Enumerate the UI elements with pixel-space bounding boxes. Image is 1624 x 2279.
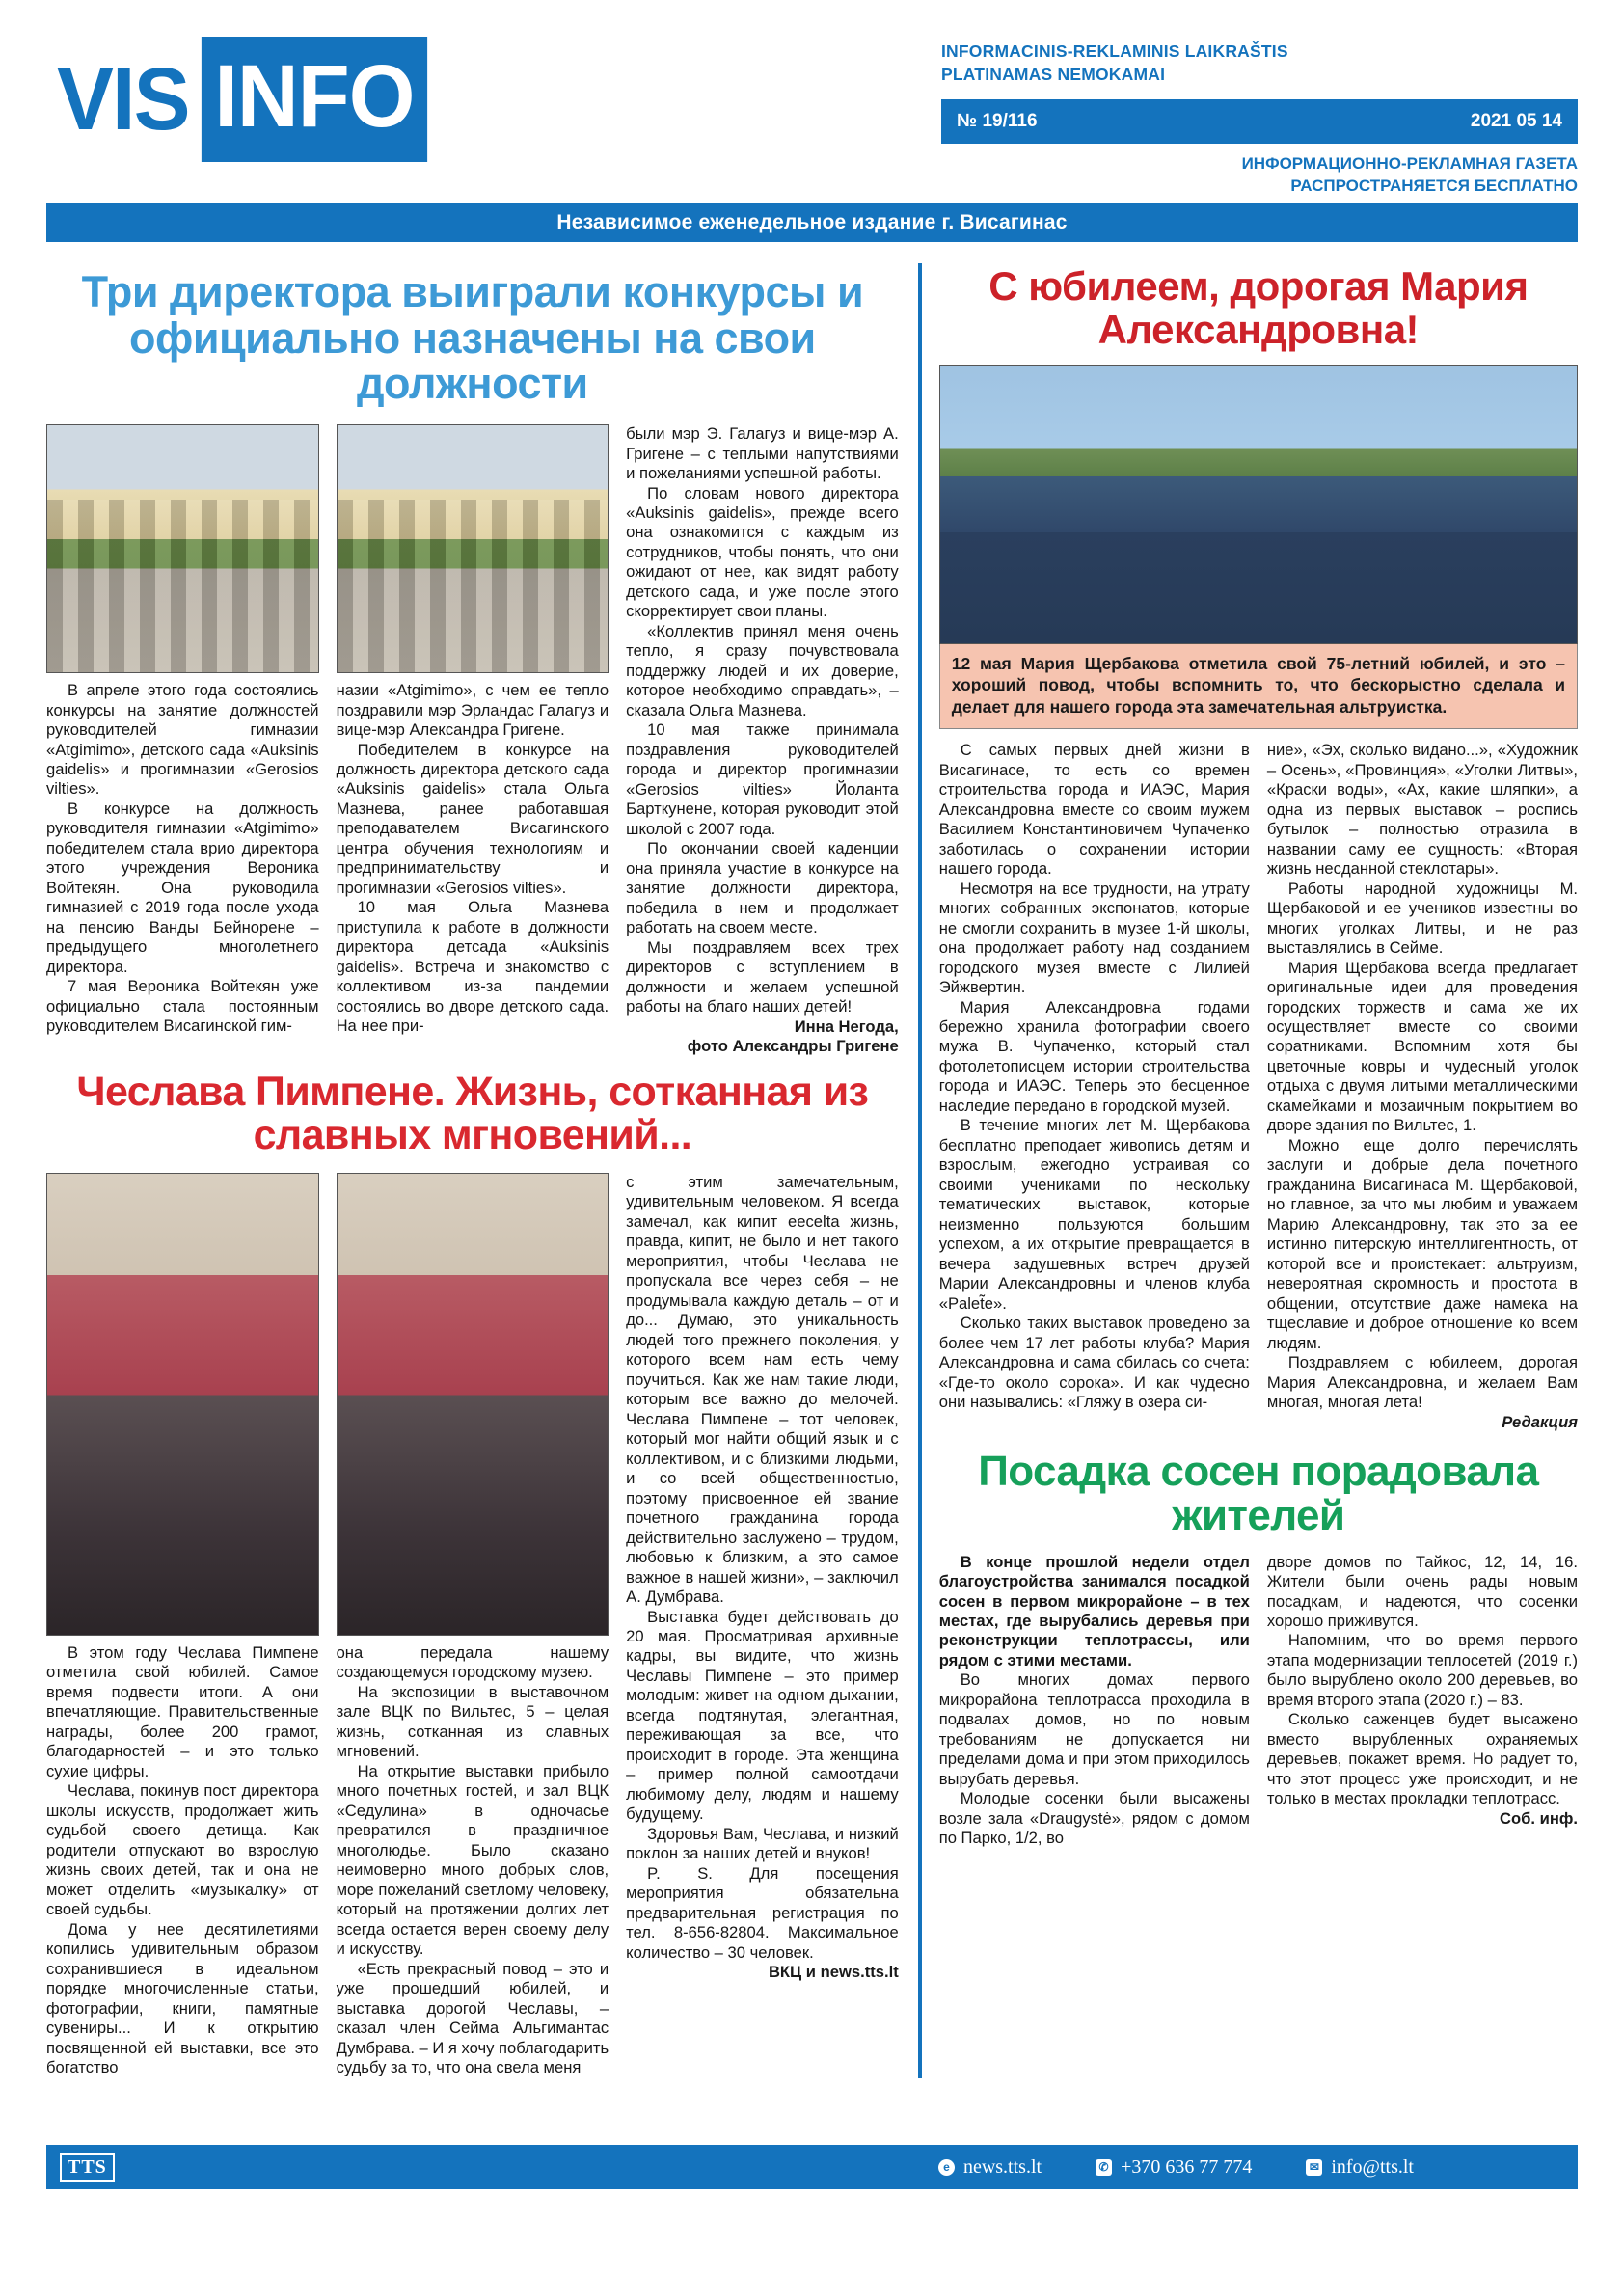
right-column [939,263,1578,2078]
article1-col1 [46,424,319,1057]
article2-photo-wrap [46,1173,319,1636]
paragraph: она передала нашему создающемуся городскому музею. [336,1642,609,1682]
paragraph: Можно еще долго перечислять заслуги и добрые дела почетного гражданина Висагинаса М. Щербаковой, но главное, за что мы любим и уважаем Марию Александровну, так это за ее истинно питерскую интеллигентность, от которой все и проистекает: альтруизм, невероятная скромность и простота в общении, отсутствие даже намека на тщеславие и доброе отношение ко всем людям. [1266,1135,1578,1352]
paragraph: В конце прошлой недели отдел благоустройства занимался посадкой сосен в первом микрорайоне – в тех местах, где вырубались деревья при реконструкции теплотрассы, или рядом с этими местами. [938,1552,1250,1669]
paragraph: На экспозиции в выставочном зале ВЦК по Вильтес, 5 – целая жизнь, сотканная из славных мгновений. [336,1682,609,1761]
article3-body [939,741,1578,1432]
article1-byline: Инна Негода, [794,1017,899,1036]
paragraph: Сколько саженцев будет высажено вместо вырубленных охраняемых деревьев, покажет время. Но радует то, что этот процесс уже происходит, и не только в местах прокладки теплотрасс. [1266,1710,1578,1808]
article2-col2 [337,1173,609,2078]
paragraph: были мэр Э. Галагуз и вице-мэр А. Григене – с теплыми напутствиями и пожеланиями успешной работы. [626,424,899,483]
paragraph: В конкурсе на должность руководителя гимназии «Atgimimo» победителем стала врио директора этого учреждения Вероника Войтекян. Она руководила гимназией с 2019 года после ухода на пенсию Ванды Бейноренe – предыдущего многолетнего директора. [46,799,319,976]
publication-subtitle-bar [46,203,1578,242]
paragraph: Сколько таких выставок проведено за более чем 17 лет работы клуба? Мария Александровна и сама сбилась со счета: «Где-то около сорока». И как чудесно они назывались: «Гляжу в озера си- [938,1314,1250,1412]
article1-col2 [337,424,609,1057]
paragraph: «Коллектив принял меня очень тепло, я сразу почувствовала поддержку людей и их доверие, которое необходимо оправдать», – сказала Ольга Мазнева. [626,621,899,719]
paragraph: Чеслава, покинув пост директора школы искусств, продолжает жить судьбой своего детища. Как родители отпускают во взрослую жизнь своих детей, так и она не может отделить «музыкалку» от своей судьбы. [46,1781,319,1919]
issue-date: 2021 05 14 [1470,111,1562,132]
paragraph: По окончании своей каденции она приняла участие в конкурсе на занятие должности директора, победила в нем и продолжает работать на своем месте. [626,839,899,937]
paragraph: «Есть прекрасный повод – это и уже прошедший юбилей, и выставка дорогой Чеславы, – сказал член Сейма Альгимантас Думбрава. – И я хочу поблагодарить судьбу за то, что она свела меня [336,1959,609,2077]
paragraph: 10 мая Ольга Мазнева приступила к работе в должности директора детсада «Auksinis gaidelis». Встреча и знакомство с коллективом из-за пандемии состоялись во дворе детского сада. На нее при- [336,898,609,1036]
article3-headline: С юбилеем, дорогая Мария Александровна! [988,263,1529,352]
article3-col2 [1267,741,1578,1432]
paragraph: С самых первых дней жизни в Висагинасе, то есть со времен строительства города и ИАЭС, Мария Александровна вместе со своим мужем Василием Константиновичем Чупаченко заботилась о сохранении истории нашего города. [938,741,1250,879]
paragraph: 7 мая Вероника Войтекян уже официально стала постоянным руководителем Висагинской гим- [46,977,319,1036]
article1-col3 [626,424,899,1057]
paragraph: Работы народной художницы М. Щербаковой и ее учеников известны во многих уголках Литвы, и не раз выставлялись в Сейме. [1266,879,1578,958]
article3-col1 [939,741,1250,1432]
lt-tagline-1: INFORMACINIS-REKLAMINIS LAIKRAŠTIS [941,41,1288,61]
paragraph: Выставка будет действовать до 20 мая. Просматривая архивные кадры, вы видите, что жизнь Чеславы Пимпене – это пример молодым: живет на одном дыхании, всегда подтянутая, элегантная, переживающая за все, что происходит в городе. Эта женщина – пример полной самоотдачи любимому делу, людям и нашему будущему. [626,1607,899,1824]
paragraph: В этом году Чеслава Пимпене отметила свой юбилей. Самое время подвести итоги. А они впечатляющие. Правительственные награды, более 200 грамот, благодарностей – и это только сухие цифры. [46,1642,319,1780]
article4-col1 [939,1553,1250,1849]
article1-photo [46,424,319,673]
footer-phone-label: +370 636 77 774 [1121,2156,1253,2178]
article2-photo2-wrap [337,1173,609,1636]
article4-headline: Посадка сосен порадовала жителей [978,1448,1539,1540]
article3-caption: 12 мая Мария Щербакова отметила свой 75-летний юбилей, и это – хороший повод, чтобы вспомнить то, что бескорыстно сделала и делает для нашего города эта замечательная альтруистка. [939,644,1578,729]
article1-photo-2 [337,424,609,673]
photo-crowd-texture [338,500,609,672]
lt-tagline-2: PLATINAMAS NEMOKAMAI [941,64,1166,84]
article1-headline: Три директора выиграли конкурсы и официально назначены на свои должности [81,267,864,409]
paragraph: Во многих домах первого микрорайона теплотраcса проходила в подвалах домов, но по новым требованиям не допускается ни пределами дома и при этом приходилось вырубать деревья. [938,1670,1250,1788]
logo-text-info: INFO [202,37,427,162]
article4-body [939,1553,1578,1849]
tts-logo[interactable]: TTS [60,2153,115,2182]
footer-email[interactable] [1306,2157,1414,2179]
article1-body [46,424,899,1057]
masthead-info [941,37,1578,198]
left-column [46,263,918,2078]
article4-col2 [1267,1553,1578,1849]
issue-bar [941,99,1578,144]
article1-photo2-wrap [337,424,609,673]
photo-crowd-texture [47,500,318,672]
paragraph: Мария Александровна годами бережно хранила фотографии своего мужа В. Чупаченко, который стал фотолетописцем истории строительства города и ИАЭС. Теперь это бесценное наследие передано в городской музей. [938,997,1250,1115]
footer-website[interactable] [938,2157,1042,2179]
ru-tagline-1: ИНФОРМАЦИОННО-РЕКЛАМНАЯ ГАЗЕТА [1241,154,1578,174]
paragraph: В апреле этого года состоялись конкурсы на занятие должностей руководителей гимназии «Atgimimo», детского сада «Auksinis gaidelis» и прогимназии «Gerosios vilties». [46,681,319,799]
article2-col1 [46,1173,319,2078]
paragraph: Дома у нее десятилетиями копились удивительным образом сохранившиеся в идеальном порядке многочисленные статьи, фотографии, книги, памятные сувениры... И к открытию посвященной ей выставки, все это богатство [46,1919,319,2077]
logo-text-vis: VIS [56,50,189,149]
article2-headline: Чеслава Пимпене. Жизнь, сотканная из славных мгновений... [76,1068,869,1158]
main-content [46,263,1578,2078]
paragraph: ние», «Эх, сколько видано...», «Художник – Осень», «Провинция», «Уголки Литвы», «Краски воды», «Ах, какие шляпки», а одна из первых выставок – роспись бутылок – полностью отразила в названии саму ее сущность: «Вторая жизнь несданной стеклотары». [1266,741,1578,879]
article2-col3 [626,1173,899,2078]
paragraph: дворе домов по Тайкос, 12, 14, 16. Жители были очень рады новым посадкам, и надеются, что сосенки хорошо приживутся. [1266,1552,1578,1630]
article2-photo-2 [337,1173,609,1636]
article2-body [46,1173,899,2078]
paragraph: назии «Atgimimo», с чем ее тепло поздравили мэр Эрландас Галагуз и вице-мэр Александра Григене. [336,681,609,740]
paragraph: с этим замечательным, удивительным человеком. Я всегда замечал, как кипит ееceltа жизнь, правда, кипит, не было и нет такого мероприятия, чтобы Чеслава не пропускала все через себя – не продумывала каждую деталь – от и до... Думаю, это уникальность людей того прежнего поколения, у которого всем нам есть чему поучиться. Как же нам такие люди, которым все важно до мелочей. Чеслава Пимпене – тот человек, который мог найти общий язык и с коллективом, и с близкими людьми, и со всей общественностью, поэтому присвоенное ей звание почетного гражданина города действительно заслужено – трудом, любовью к близким, а это самое важное в нашей жизни», – заключил А. Думбрава. [626,1172,899,1607]
publication-logo[interactable] [54,37,432,162]
paragraph: Несмотря на все трудности, на утрату многих собранных экспонатов, которые не смогли сохранить в музее 1-й школы, она продолжает работу над созданием городского музея вместе с Лилией Эйжвертин. [938,879,1250,997]
article2-photo [46,1173,319,1636]
paragraph: На открытие выставки прибыло много почетных гостей, и зал ВЦК «Седулина» в одночасье превратился в праздничное многолюдье. Было сказано неимоверно много добрых слов, море пожеланий светлому человеку, который на протяжении долгих лет всегда остается верен своему делу и искусству. [336,1761,609,1959]
article1-photo-wrap [46,424,319,673]
footer-phone[interactable] [1096,2157,1252,2179]
paragraph: Победителем в конкурсе на должность директора детского сада «Auksinis gaidelis» стала Ольга Мазнева, ранее работавшая преподавателем Висагинского центра обучения технологиям и предпринимательству и прогимназии «Gerosios vilties». [336,740,609,897]
phone-icon: ✆ [1096,2159,1112,2176]
footer-contacts [938,2157,1578,2179]
paragraph: В течение многих лет М. Щербакова бесплатно преподает живопись детям и взрослым, ежегодно устраивая со своими учениками по нескольку тематических выставок, которые неизменно пользуются большим успехом, а их открытие превращается в вечера задушевных встреч друзей Марии Александровны и членов клуба «Palet̃e». [938,1116,1250,1313]
article3-photo [939,365,1578,644]
column-divider [918,263,922,2078]
page-footer [46,2145,1578,2189]
paragraph: 10 мая также принимала поздравления руководителей города и директор прогимназии «Gerosios vilties» Йоланта Барткунене, которая руководит этой школой с 2007 года. [626,720,899,838]
footer-website-label: news.tts.lt [962,2156,1042,2178]
paragraph: P. S. Для посещения мероприятия обязательна предварительная регистрация по тел. 8-656-82804. Максимальное количество – 30 человек. [626,1863,899,1962]
footer-email-label: info@tts.lt [1331,2156,1414,2178]
masthead [46,0,1578,196]
article1-photo-credit: фото Александры Григене [687,1037,899,1056]
paragraph: Напомним, что во время первого этапа модернизации теплосетей (2019 г.) было вырублено около 200 деревьев, во время второго этапа (2020 г.) – 83. [1266,1631,1578,1709]
paragraph: Здоровья Вам, Чеслава, и низкий поклон за наших детей и внуков! [626,1824,899,1863]
publication-subtitle: Независимое еженедельное издание г. Висагинас [556,211,1068,233]
paragraph: Молодые сосенки были высажены возле зала «Draugystė», рядом с домом по Парко, 1/2, во [938,1789,1250,1848]
paragraph: Поздравляем с юбилеем, дорогая Мария Александровна, и желаем Вам многая, многая лета! [1266,1353,1578,1412]
paragraph: Мария Щербакова всегда предлагает оригинальные идеи для проведения городских торжеств и сама же их осуществляет вместе со своими соратниками. Вспомним хотя бы цветочные ковры и чудесный уголок отдыха с двумя литыми металлическими скамейками и мозаичным покрытием во дворе здания по Вильтес, 1. [1266,958,1578,1135]
paragraph: Мы поздравляем всех трех директоров с вступлением в должности и желаем успешной работы на благо наших детей! [626,937,899,1017]
paragraph: По словам нового директора «Auksinis gaidelis», прежде всего она ознакомится с каждым из сотрудников, чтобы понять, что они ожидают от нее, как видят работу детского сада, и уже после этого скорректирует свои планы. [626,483,899,621]
issue-number: № 19/116 [957,111,1038,132]
article4-byline: Соб. инф. [1500,1808,1578,1828]
ru-tagline-2: РАСПРОСТРАНЯЕТСЯ БЕСПЛАТНО [1290,176,1578,196]
article3-byline: Редакция [1502,1412,1578,1431]
mail-icon: ✉ [1306,2159,1322,2176]
globe-icon: e [938,2159,955,2176]
article2-byline: ВКЦ и news.tts.lt [768,1963,899,1982]
